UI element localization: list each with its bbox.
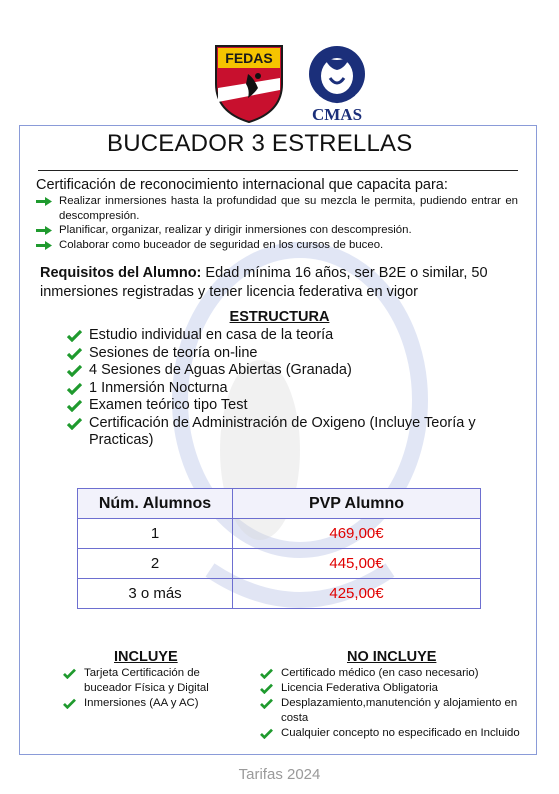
list-item (63, 666, 248, 696)
list-item-text: Realizar inmersiones hasta la profundidad que su mezcla le permita, pudiendo entrar en descompresión. (59, 195, 518, 222)
check-icon (260, 728, 273, 739)
title-divider (38, 170, 518, 171)
check-icon (260, 668, 273, 679)
structure-title: ESTRUCTURA (229, 309, 330, 325)
list-item (67, 327, 487, 345)
list-item-text: 1 Inmersión Nocturna (89, 379, 228, 396)
table-row (78, 549, 481, 579)
check-icon (67, 364, 82, 377)
list-item (67, 415, 487, 450)
list-item (36, 223, 518, 238)
list-item (260, 681, 522, 696)
structure-list (67, 327, 487, 450)
list-item (36, 194, 518, 223)
list-item (260, 726, 522, 741)
list-item-text: Colaborar como buceador de seguridad en los cursos de buceo. (59, 238, 384, 251)
capabilities-list (36, 194, 518, 252)
check-icon (67, 329, 82, 342)
list-item-text: Sesiones de teoría on-line (89, 344, 258, 361)
student-count-cell: 3 o más (78, 579, 233, 609)
includes-list (63, 666, 248, 711)
list-item (36, 238, 518, 253)
list-item-text: Tarjeta Certificación de buceador Física y Digital (84, 667, 209, 694)
list-item-text: Licencia Federativa Obligatoria (281, 682, 439, 694)
table-row (78, 579, 481, 609)
not-includes-title: NO INCLUYE (347, 649, 437, 665)
fedas-logo (212, 44, 286, 124)
list-item-text: Desplazamiento,manutención y alojamiento en costa (281, 697, 518, 724)
intro-text: Certificación de reconocimiento internacional que capacita para: (36, 177, 448, 193)
list-item-text: Certificación de Administración de Oxigeno (Incluye Teoría y Practicas) (89, 414, 476, 448)
price-cell: 445,00€ (233, 549, 481, 579)
list-item-text: Planificar, organizar, realizar y dirigir inmersiones con descompresión. (59, 224, 412, 236)
student-count-cell: 1 (78, 519, 233, 549)
cmas-logo (300, 42, 374, 124)
requirements-label: Requisitos del Alumno: (40, 265, 202, 281)
check-icon (260, 698, 273, 709)
check-icon (67, 417, 82, 430)
list-item (260, 696, 522, 726)
requirements-text: Edad mínima 16 años, ser B2E o similar, 50 inmersiones registradas y tener licencia federativa en vigor (40, 265, 488, 300)
table-row (78, 519, 481, 549)
list-item (67, 397, 487, 415)
list-item (63, 696, 248, 711)
list-item-text: Estudio individual en casa de la teoría (89, 327, 334, 343)
price-table (77, 488, 481, 609)
list-item-text: Cualquier concepto no especificado en Incluido (281, 727, 520, 739)
footer-text: Tarifas 2024 (238, 766, 321, 783)
price-cell: 469,00€ (233, 519, 481, 549)
list-item-text: Certificado médico (en caso necesario) (281, 667, 479, 679)
requirements (40, 264, 530, 302)
list-item (67, 362, 487, 380)
check-icon (67, 382, 82, 395)
table-header-row (78, 489, 481, 519)
student-count-cell: 2 (78, 549, 233, 579)
svg-text:CMAS: CMAS (311, 105, 363, 124)
list-item (67, 345, 487, 363)
check-icon (67, 399, 82, 412)
arrow-right-icon (36, 226, 52, 235)
list-item (67, 380, 487, 398)
check-icon (260, 683, 273, 694)
price-cell: 425,00€ (233, 579, 481, 609)
check-icon (63, 668, 76, 679)
list-item-text: 4 Sesiones de Aguas Abiertas (Granada) (89, 362, 352, 378)
includes-title: INCLUYE (114, 649, 178, 665)
column-header: Núm. Alumnos (78, 489, 233, 519)
column-header: PVP Alumno (233, 489, 481, 519)
check-icon (63, 698, 76, 709)
svg-text:FEDAS: FEDAS (225, 50, 273, 66)
list-item-text: Examen teórico tipo Test (89, 397, 248, 413)
page-title: BUCEADOR 3 ESTRELLAS (107, 130, 413, 157)
not-includes-list (260, 666, 522, 741)
arrow-right-icon (36, 197, 52, 206)
arrow-right-icon (36, 241, 52, 250)
list-item-text: Inmersiones (AA y AC) (84, 697, 199, 709)
check-icon (67, 347, 82, 360)
list-item (260, 666, 522, 681)
